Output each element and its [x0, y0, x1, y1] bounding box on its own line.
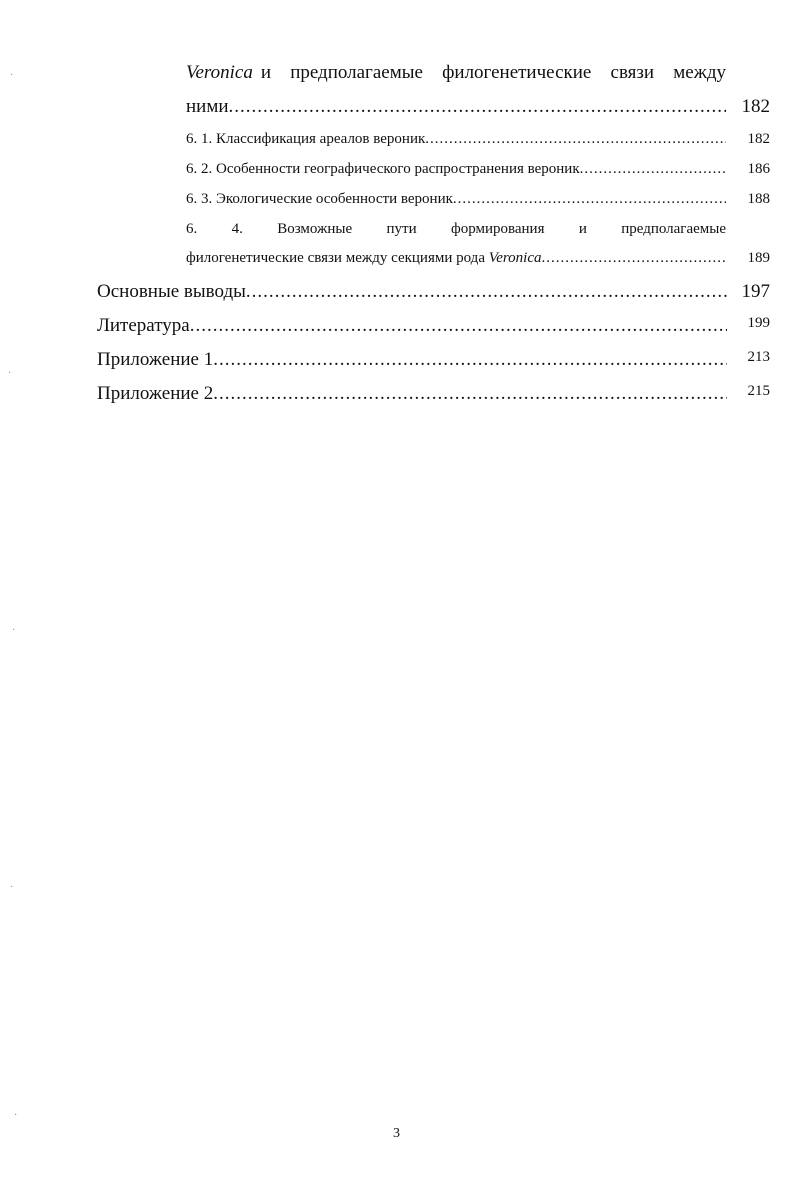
toc-entry-literature-title: Литература: [97, 315, 190, 336]
toc-leader: [229, 96, 726, 118]
toc-entry-6-title-rest: и предполагаемые филогенетические связи между: [260, 62, 726, 83]
toc-leader: [542, 250, 727, 267]
toc-entry-6-3: [186, 191, 726, 208]
toc-leader: [213, 349, 727, 371]
toc-leader: [246, 281, 727, 303]
scan-speck: ·: [10, 70, 14, 81]
toc-entry-conclusions-title: Основные выводы: [97, 281, 246, 302]
toc-entry-conclusions-page: 197: [741, 281, 770, 302]
toc-entry-6-3-title: 6. 3. Экологические особенности вероник: [186, 191, 453, 207]
toc-entry-6-2-title: 6. 2. Особенности географического распространения вероник: [186, 161, 580, 177]
scan-speck: ·: [12, 625, 16, 636]
toc-entry-6-title-end: ними: [186, 96, 229, 117]
toc-entry-6-4-italic-genus: Veronica: [488, 250, 542, 266]
toc-entry-appendix-2-page: 215: [747, 383, 770, 399]
toc-entry-6-3-page: 188: [747, 191, 770, 207]
toc-entry-6-4-word: Возможные: [277, 221, 353, 237]
toc-entry-6-1-title: 6. 1. Классификация ареалов вероник: [186, 131, 426, 147]
toc-entry-6-1: [186, 131, 726, 148]
toc-entry-6-4-title-text: филогенетические связи между секциями рода: [186, 250, 485, 266]
toc-entry-appendix-2: [97, 383, 727, 405]
toc-entry-6-page: 182: [741, 96, 770, 117]
toc-entry-6-4-word: предполагаемые: [621, 221, 726, 237]
toc-entry-conclusions: [97, 281, 727, 303]
page-number: 3: [393, 1126, 400, 1141]
toc-leader: [580, 161, 726, 178]
toc-leader: [425, 131, 726, 148]
toc-entry-appendix-1-title: Приложение 1: [97, 349, 214, 370]
scan-speck: ·: [14, 1110, 18, 1121]
toc-entry-6-4-title: [186, 250, 542, 267]
toc-entry-literature-page: 199: [747, 315, 770, 331]
toc-leader: [453, 191, 726, 208]
toc-entry-6-2: [186, 161, 726, 178]
toc-entry-6-1-page: 182: [747, 131, 770, 147]
toc-entry-6-4-word: и: [578, 221, 587, 237]
toc-entry-6-line2: [186, 96, 726, 118]
toc-entry-6-4-line1: [186, 221, 726, 238]
toc-entry-appendix-1-page: 213: [747, 349, 770, 365]
toc-entry-6-4-word: пути: [386, 221, 417, 237]
toc-entry-appendix-2-title: Приложение 2: [97, 383, 214, 404]
toc-entry-6-4-word: формирования: [450, 221, 545, 237]
toc-entry-literature: [97, 315, 727, 337]
toc-entry-6-4-word: 4.: [231, 221, 243, 237]
scan-speck: ·: [8, 368, 12, 379]
toc-entry-6-4-line2: [186, 250, 726, 267]
toc-entry-6-4-word: 6.: [186, 221, 198, 237]
toc-entry-6-2-page: 186: [747, 161, 770, 177]
toc-entry-6-line1: [186, 62, 726, 84]
toc-entry-appendix-1: [97, 349, 727, 371]
toc-entry-6-italic-genus: Veronica: [186, 62, 253, 83]
toc-entry-6-4-page: 189: [747, 250, 770, 266]
toc-leader: [213, 383, 727, 405]
scan-speck: ·: [10, 882, 14, 893]
toc-leader: [190, 315, 727, 337]
